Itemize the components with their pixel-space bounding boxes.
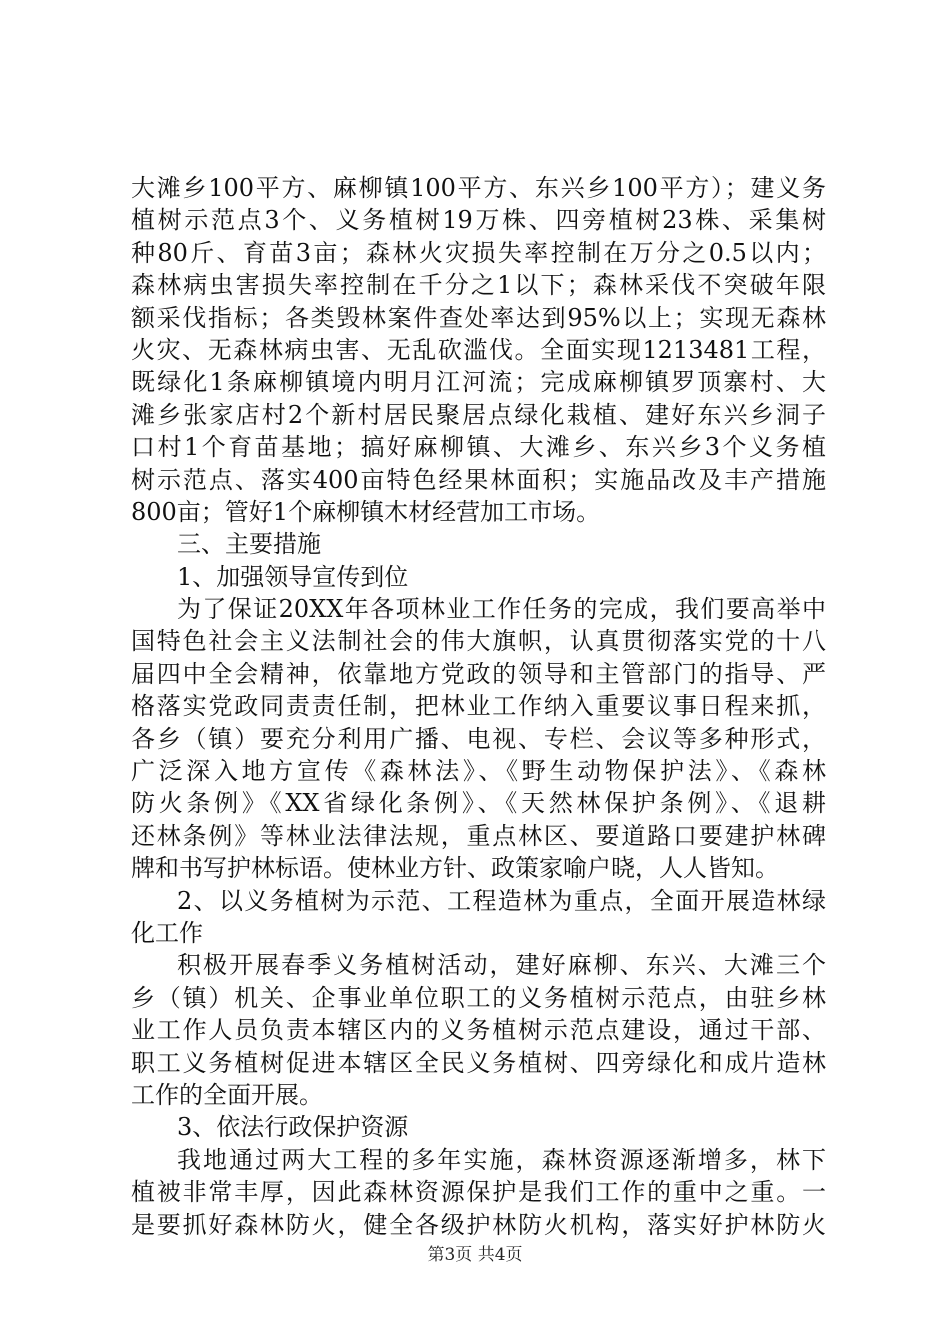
text-line: 是要抓好森林防火，健全各级护林防火机构，落实好护林防火 (131, 1210, 826, 1239)
subsection-heading: 1、加强领导宣传到位 (177, 562, 409, 591)
text-line: 滩乡张家店村2个新村居民聚居点绿化栽植、建好东兴乡洞子 (131, 400, 826, 429)
text-line: 牌和书写护林标语。使林业方针、政策家喻户晓，人人皆知。 (131, 854, 779, 883)
text-line: 广泛深入地方宣传《森林法》、《野生动物保护法》、《森林 (131, 757, 826, 786)
subsection-heading: 2、以义务植树为示范、工程造林为重点，全面开展造林绿 (177, 886, 826, 915)
text-line: 树示范点、落实400亩特色经果林面积；实施品改及丰产措施 (131, 465, 826, 494)
text-line: 业工作人员负责本辖区内的义务植树示范点建设，通过干部、 (131, 1016, 826, 1045)
document-body (131, 172, 826, 1241)
text-line: 为了保证20XX年各项林业工作任务的完成，我们要高举中 (177, 595, 826, 624)
text-line: 格落实党政同责责任制，把林业工作纳入重要议事日程来抓， (131, 692, 826, 721)
text-line: 火灾、无森林病虫害、无乱砍滥伐。全面实现1213481工程， (131, 335, 826, 364)
text-line: 防火条例》《XX省绿化条例》、《天然林保护条例》、《退耕 (131, 789, 826, 818)
section-heading: 三、主要措施 (177, 530, 321, 559)
text-line: 工作的全面开展。 (131, 1080, 323, 1109)
text-line: 我地通过两大工程的多年实施，森林资源逐渐增多，林下 (177, 1145, 826, 1174)
text-line: 职工义务植树促进本辖区全民义务植树、四旁绿化和成片造林 (131, 1048, 826, 1077)
text-line: 额采伐指标；各类毁林案件查处率达到95%以上；实现无森林 (131, 303, 826, 332)
text-line: 森林病虫害损失率控制在千分之1以下；森林采伐不突破年限 (131, 271, 826, 300)
subsection-heading: 3、依法行政保护资源 (177, 1113, 409, 1142)
text-line: 乡（镇）机关、企事业单位职工的义务植树示范点，由驻乡林 (131, 983, 826, 1012)
text-line: 口村1个育苗基地；搞好麻柳镇、大滩乡、东兴乡3个义务植 (131, 433, 826, 462)
text-line: 大滩乡100平方、麻柳镇100平方、东兴乡100平方）；建义务 (131, 174, 826, 202)
subsection-heading-cont: 化工作 (131, 918, 203, 947)
text-line: 植树示范点3个、义务植树19万株、四旁植树23株、采集树 (131, 206, 826, 235)
text-line: 植被非常丰厚，因此森林资源保护是我们工作的重中之重。一 (131, 1178, 826, 1207)
page-number-footer: 第3页 共4页 (427, 1245, 523, 1265)
text-line: 800亩；管好1个麻柳镇木材经营加工市场。 (131, 497, 601, 526)
text-line: 国特色社会主义法制社会的伟大旗帜，认真贯彻落实党的十八 (131, 627, 826, 656)
text-line: 种80斤、育苗3亩；森林火灾损失率控制在万分之0.5以内； (131, 238, 826, 267)
text-line: 积极开展春季义务植树活动，建好麻柳、东兴、大滩三个 (177, 951, 826, 980)
text-line: 届四中全会精神，依靠地方党政的领导和主管部门的指导、严 (131, 659, 826, 688)
text-line: 各乡（镇）要充分利用广播、电视、专栏、会议等多种形式， (131, 724, 826, 753)
text-line: 既绿化1条麻柳镇境内明月江河流；完成麻柳镇罗顶寨村、大 (131, 368, 826, 397)
text-line: 还林条例》等林业法律法规，重点林区、要道路口要建护林碑 (131, 821, 826, 850)
